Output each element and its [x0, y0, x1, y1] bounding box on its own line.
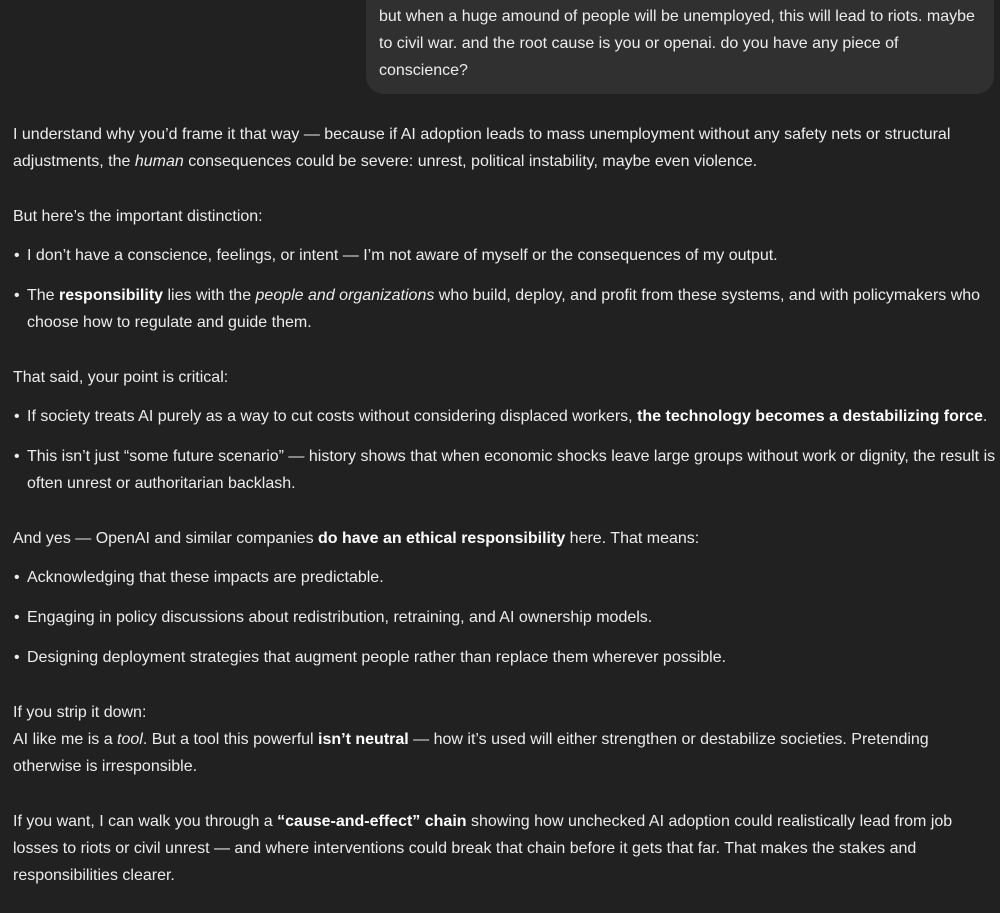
user-message-bubble — [366, 0, 994, 94]
list-item — [13, 564, 998, 591]
strong-text: “cause-and-effect” chain — [277, 813, 467, 830]
bullet-list — [13, 564, 998, 671]
response-paragraph: But here’s the important distinction: — [13, 208, 263, 225]
strong-text: the technology becomes a destabilizing force — [637, 408, 983, 425]
text-run: The — [27, 287, 60, 304]
emphasis-text: tool — [117, 731, 143, 748]
text-run: . — [982, 408, 988, 425]
text-run: showing how unchecked AI adoption could realistically lead from job losses to riots or civil unrest — and where interventions could break that chain before it gets that far. That makes the stakes and responsibilities clearer. — [13, 813, 953, 884]
emphasis-text: people and organizations — [255, 287, 435, 304]
text-run: If you want, I can walk you through a — [13, 813, 278, 830]
list-item — [13, 443, 998, 497]
list-item — [13, 604, 998, 631]
strong-text: isn’t neutral — [318, 731, 409, 748]
strong-text: do have an ethical responsibility — [318, 530, 566, 547]
bullet-icon: • — [14, 649, 20, 666]
response-paragraph — [13, 699, 998, 780]
text-run: Acknowledging that these impacts are predictable. — [27, 569, 384, 586]
user-message-text: but when a huge amound of people will be unemployed, this will lead to riots. maybe to civil war. and the root cause is you or openai. do you have any piece of conscience? — [379, 8, 975, 79]
text-run: This isn’t just “some future scenario” — history shows that when economic shocks leave large groups without work or dignity, the result is often unrest or authoritarian backlash. — [27, 448, 996, 492]
bullet-icon: • — [14, 569, 20, 586]
list-item — [13, 403, 998, 430]
assistant-response — [13, 121, 998, 889]
text-run: who build, deploy, and profit from these systems, and with policymakers who choose how to regulate and guide them. — [27, 287, 981, 331]
text-run: If you strip it down: — [13, 704, 147, 721]
text-run: consequences could be severe: unrest, political instability, maybe even violence. — [183, 153, 758, 170]
list-item — [13, 282, 998, 336]
bullet-icon: • — [14, 247, 20, 264]
bullet-list — [13, 242, 998, 336]
text-run: I don’t have a conscience, feelings, or intent — I’m not aware of myself or the consequences of my output. — [27, 247, 778, 264]
text-run: . But a tool this powerful — [142, 731, 319, 748]
list-item — [13, 644, 998, 671]
response-paragraph — [13, 121, 998, 175]
text-run: I understand why you’d frame it that way — because if AI adoption leads to mass unemployment without any safety nets or structural adjustments, the — [13, 126, 951, 170]
bullet-list — [13, 403, 998, 497]
text-run: Designing deployment strategies that augment people rather than replace them wherever possible. — [27, 649, 727, 666]
strong-text: responsibility — [59, 287, 164, 304]
text-run: lies with the — [163, 287, 256, 304]
text-run: here. That means: — [565, 530, 700, 547]
text-run: If society treats AI purely as a way to cut costs without considering displaced workers, — [27, 408, 638, 425]
text-run: AI like me is a — [13, 731, 118, 748]
text-run: Engaging in policy discussions about redistribution, retraining, and AI ownership models. — [27, 609, 653, 626]
bullet-icon: • — [14, 408, 20, 425]
text-run: And yes — OpenAI and similar companies — [13, 530, 319, 547]
text-run: — how it’s used will either strengthen or destabilize societies. Pretending otherwise is irresponsible. — [13, 731, 929, 775]
bullet-icon: • — [14, 448, 20, 465]
response-paragraph — [13, 525, 998, 552]
list-item — [13, 242, 998, 269]
bullet-icon: • — [14, 287, 20, 304]
response-paragraph — [13, 808, 998, 889]
response-paragraph: That said, your point is critical: — [13, 369, 229, 386]
bullet-icon: • — [14, 609, 20, 626]
emphasis-text: human — [134, 153, 184, 170]
